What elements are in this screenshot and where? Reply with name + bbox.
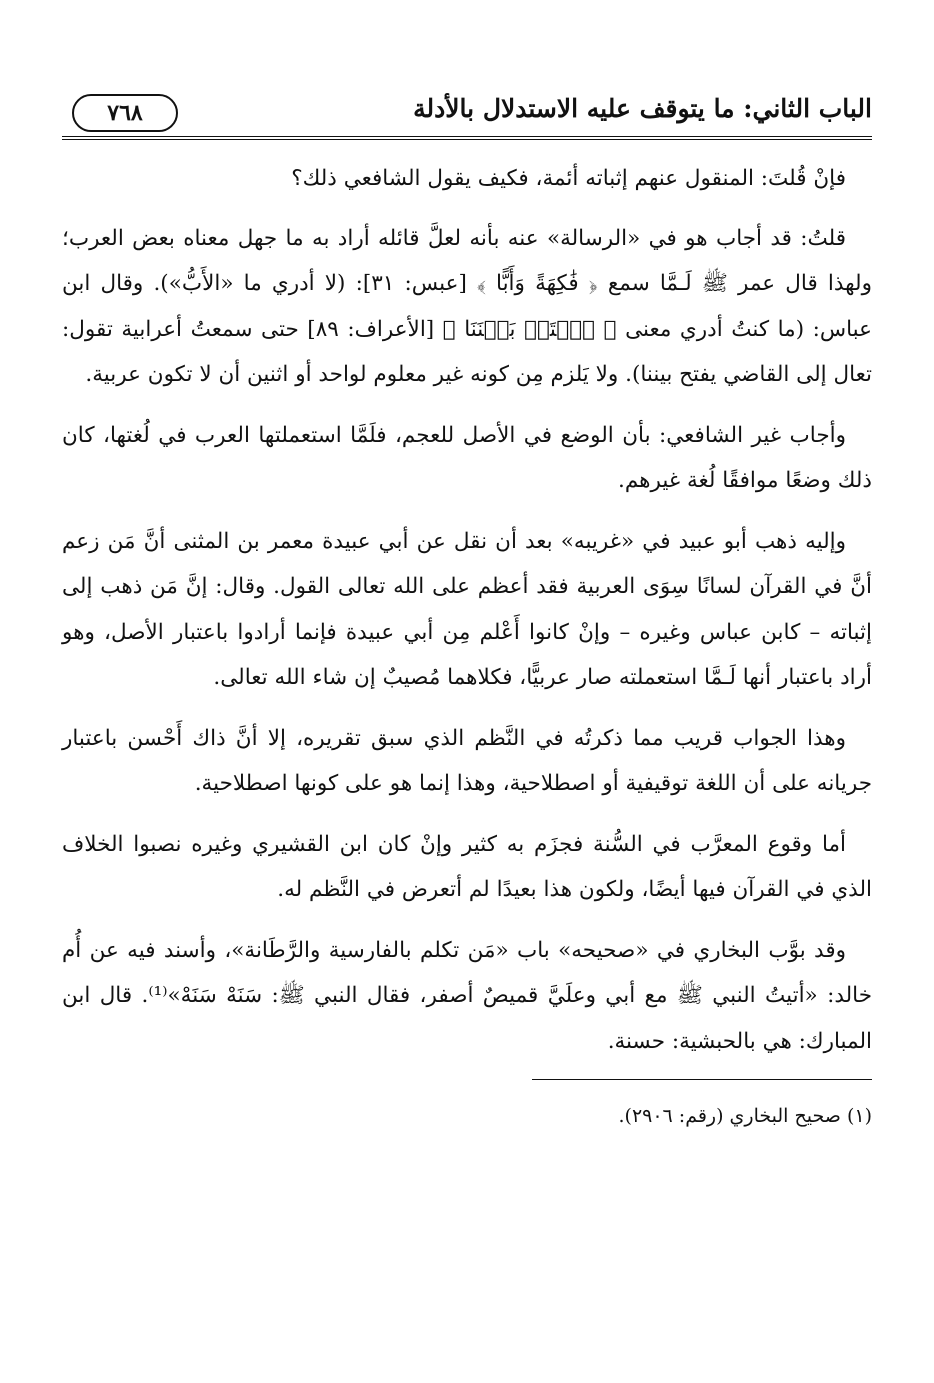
document-page — [62, 88, 872, 1132]
chapter-title: الباب الثاني: ما يتوقف عليه الاستدلال بالأدلة — [413, 94, 872, 123]
paragraph: وقد بوَّب البخاري في «صحيحه» باب «مَن تكلم بالفارسية والرَّطَانة»، وأسند فيه عن أُم خالد: «أتيتُ النبي ﷺ مع أبي وعلَيَّ قميصٌ أصفر، فقال النبي ﷺ: سَنَهْ سَنَهْ»⁽¹⁾. قال ابن المبارك: هي بالحبشية: حسنة. — [62, 937, 872, 1054]
paragraph: فإنْ قُلتَ: المنقول عنهم إثباته أئمة، فكيف يقول الشافعي ذلك؟ — [291, 166, 846, 191]
page-number-badge: ٧٦٨ — [72, 94, 178, 132]
footnote: (١) صحيح البخاري (رقم: ٢٩٠٦). — [618, 1105, 872, 1127]
paragraph: قلتُ: قد أجاب هو في «الرسالة» عنه بأنه لعلَّ قائله أراد به ما جهل معناه بعض العرب؛ ولهذا قال عمر ﷺ لَـمَّا سمع ﴿ فَٰكِهَةً وَأَبًّا ﴾ [عبس: ٣١]: (لا أدري ما «الأَبُّ»). وقال ابن عباس: (ما كنتُ أدري معنى ﴿ ٱفۡتَحۡ بَيۡنَنَا ﴾ [الأعراف: ٨٩] حتى سمعتُ أعرابية تقول: تعال إلى القاضي يفتح بيننا). ولا يَلزم مِن كونه غير معلوم لواحد أو اثنين أن لا تكون عربية. — [62, 225, 872, 387]
footnote-divider — [532, 1079, 872, 1080]
paragraph: وإليه ذهب أبو عبيد في «غريبه» بعد أن نقل عن أبي عبيدة معمر بن المثنى أنَّ مَن زعم أنَّ في القرآن لسانًا سِوَى العربية فقد أعظم على الله تعالى القول. وقال: إنَّ مَن ذهب إلى إثباته – كابن عباس وغيره – وإنْ كانوا أَعْلم مِن أبي عبيدة فإنما أرادوا باعتبار الأصل، وهو أراد باعتبار أنها لَـمَّا استعملته صار عربيًّا، فكلاهما مُصيبٌ إن شاء الله تعالى. — [62, 528, 872, 690]
paragraph: أما وقوع المعرَّب في السُّنة فجزَم به كثير وإنْ كان ابن القشيري وغيره نصبوا الخلاف الذي في القرآن فيها أيضًا، ولكون هذا بعيدًا لم أتعرض في النَّظم له. — [62, 831, 872, 902]
paragraph: وأجاب غير الشافعي: بأن الوضع في الأصل للعجم، فلَمَّا استعملتها العرب في لُغتها، كان ذلك وضعًا موافقًا لُغة غيرهم. — [62, 422, 872, 493]
main-text — [62, 156, 872, 1064]
running-header — [62, 88, 872, 140]
paragraph: وهذا الجواب قريب مما ذكرتُه في النَّظم الذي سبق تقريره، إلا أنَّ ذاك أَحْسن باعتبار جريانه على أن اللغة توقيفية أو اصطلاحية، وهذا إنما هو على كونها اصطلاحية. — [62, 725, 872, 796]
